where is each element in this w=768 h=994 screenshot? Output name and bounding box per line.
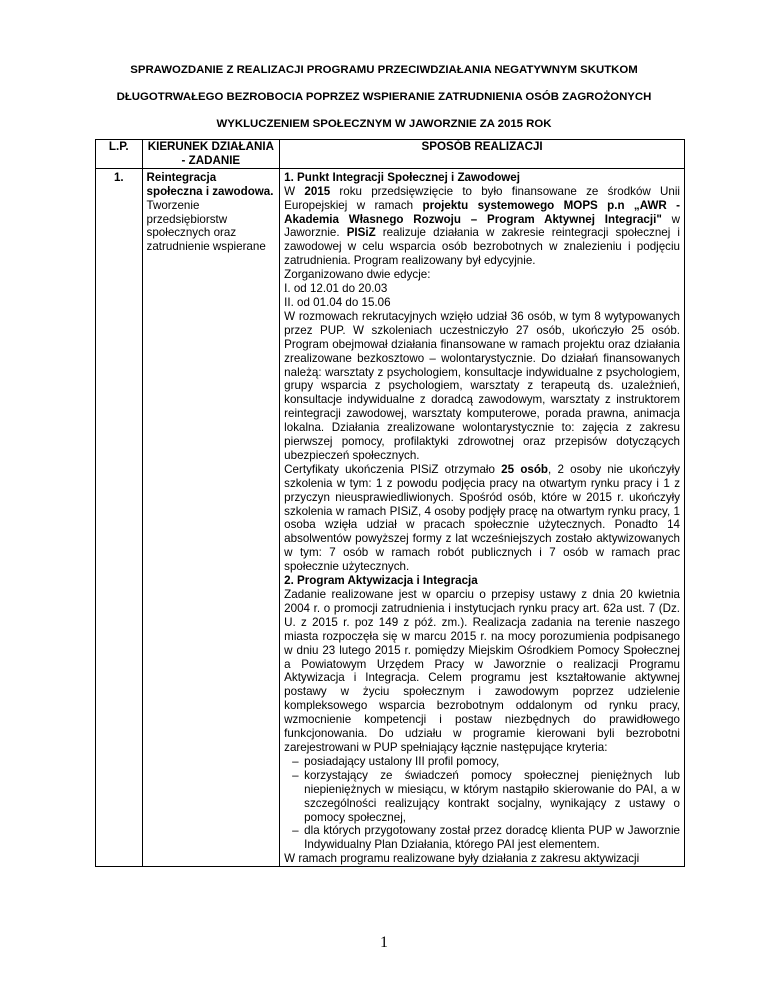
list-item xyxy=(284,755,680,769)
list-item xyxy=(284,769,680,825)
kierunek-title: Reintegracja społeczna i zawodowa. xyxy=(146,170,274,198)
report-title-line-1: SPRAWOZDANIE Z REALIZACJI PROGRAMU PRZECIWDZIAŁANIA NEGATYWNYM SKUTKOM xyxy=(130,64,638,76)
p6-text-a: Certyfikaty ukończenia PISiZ otrzymało xyxy=(284,462,502,476)
p6-count: 25 osób xyxy=(501,462,549,476)
report-title-line-2: DŁUGOTRWAŁEGO BEZROBOCIA POPRZEZ WSPIERANIE ZATRUDNIENIA OSÓB ZAGROŻONYCH xyxy=(116,91,652,103)
list-item-text: dla których przygotowany został przez doradcę klienta PUP w Jaworznie Indywidualny Plan Działania, którego PAI jest elementem. xyxy=(304,824,680,852)
p1-year: 2015 xyxy=(304,184,331,198)
list-dash: – xyxy=(292,824,299,838)
p1-pisiz: PISiZ xyxy=(346,226,376,240)
section-2-continuation: W ramach programu realizowane były działania z zakresu aktywizacji xyxy=(284,852,640,866)
list-item xyxy=(284,824,680,852)
row-lp: 1. xyxy=(96,168,143,866)
row-kierunek xyxy=(142,168,280,866)
row-sposob xyxy=(280,168,685,866)
section-1-paragraph-recruitment: W rozmowach rekrutacyjnych wzięło udział 36 osób, w tym 8 wytypowanych przez PUP. W szkoleniach uczestniczyło 27 osób, ukończyło 25 osób. Program obejmował działania finansowane w ramach projektu oraz działania zrealizowane bezkosztowo – wolontarystycznie. Do działań finansowanych należą: warsztaty z psychologiem, konsultacje indywidualne z psychologiem, grupy wsparcia z psychologiem, warsztaty z terapeutą ds. uzależnień, konsultacje indywidualne z doradcą zawodowym, warsztaty z instruktorem reintegracji zawodowej, warsztaty komputerowe, porada prawna, animacja lokalna. Działania zrealizowane wolontarystycznie to: zajęcia z zakresu pierwszej pomocy, profilaktyki zdrowotnej oraz przepisów dotyczących ubezpieczeń społecznych. xyxy=(284,309,680,462)
list-item-text: posiadający ustalony III profil pomocy, xyxy=(304,754,500,768)
report-title-line-3: WYKLUCZENIEM SPOŁECZNYM W JAWORZNIE ZA 2015 ROK xyxy=(216,118,552,130)
list-dash: – xyxy=(292,768,299,782)
p1-text-e: w Jaworznie. xyxy=(284,212,680,240)
section-1-paragraph-intro xyxy=(284,185,680,268)
report-table xyxy=(95,139,685,867)
header-kierunek: KIERUNEK DZIAŁANIA - ZADANIE xyxy=(142,140,280,169)
section-2-paragraph: Zadanie realizowane jest w oparciu o przepisy ustawy z dnia 20 kwietnia 2004 r. o promocji zatrudnienia i instytucjach rynku pracy art. 62a ust. 7 (Dz. U. z 2015 r. poz 149 z póź. zm.). Realizacja zadania na terenie naszego miasta rozpoczęła się w marcu 2015 r. na mocy porozumienia podpisanego w dniu 23 lutego 2015 r. pomiędzy Miejskim Ośrodkiem Pomocy Społecznej a Powiatowym Urzędem Pracy w Jaworznie o realizacji Programu Aktywizacja i Integracja. Celem programu jest kształtowanie aktywnej postawy w życiu społecznym i zawodowym poprzez udzielenie kompleksowego wsparcia bezrobotnym oddalonym od rynku pracy, wzmocnienie kompetencji i postaw niezbędnych do prawidłowego funkcjonowania. Do udziału w programie kierowani byli bezrobotni zarejestrowani w PUP spełniający łącznie następujące kryteria: xyxy=(284,588,680,754)
page-number: 1 xyxy=(380,934,388,951)
table-header-row xyxy=(96,140,685,169)
section-1-paragraph-certificates xyxy=(284,463,680,574)
p1-project-name: projektu systemowego MOPS p.n „AWR - Akademia Własnego Rozwoju – Program Aktywnej Integracji" xyxy=(284,198,680,226)
header-lp: L.P. xyxy=(96,140,143,169)
kierunek-description: Tworzenie przedsiębiorstw społecznych oraz zatrudnienie wspierane xyxy=(146,198,266,254)
list-dash: – xyxy=(292,754,299,768)
edition-2: II. od 01.04 do 15.06 xyxy=(284,295,391,309)
p1-text-g: realizuje działania w zakresie reintegracji społecznej i zawodowej w celu wsparcia osób bezrobotnych w znalezieniu i podjęciu zatrudnienia. Program realizowany był edycyjnie. xyxy=(284,226,680,268)
table-row xyxy=(96,168,685,866)
edition-1: I. od 12.01 do 20.03 xyxy=(284,282,388,296)
p1-text-a: W xyxy=(284,184,305,198)
section-2-heading: 2. Program Aktywizacja i Integracja xyxy=(284,574,478,588)
section-1-heading: 1. Punkt Integracji Społecznej i Zawodowej xyxy=(284,170,520,184)
p1-text-c: roku przedsięwzięcie to było finansowane ze środków Unii Europejskiej w ramach xyxy=(284,184,680,212)
header-sposob: SPOSÓB REALIZACJI xyxy=(280,140,685,169)
p6-text-c: , 2 osoby nie ukończyły szkolenia w tym: 1 z powodu podjęcia pracy na otwartym rynku pracy i 1 z przyczyn nieusprawiedliwionych. Spośród osób, które w 2015 r. ukończyły szkolenia w ramach PISiZ, 4 osoby podjęły pracę na otwartym rynku pracy, 1 osoba wzięła udział w pracach społecznie użytecznych. Ponadto 14 absolwentów powyższej formy z lat wcześniejszych zostało aktywizowanych w tym: 7 osób w ramach robót publicznych i 7 osób w ramach prac społecznie użytecznych. xyxy=(284,462,680,574)
editions-label: Zorganizowano dwie edycje: xyxy=(284,268,431,282)
list-item-text: korzystający ze świadczeń pomocy społecznej pieniężnych lub niepieniężnych w miesiącu, w którym nastąpiło skierowanie do PAI, a w szczególności realizujący kontrakt socjalny, wynikający z ustawy o pomocy społecznej, xyxy=(304,768,680,824)
